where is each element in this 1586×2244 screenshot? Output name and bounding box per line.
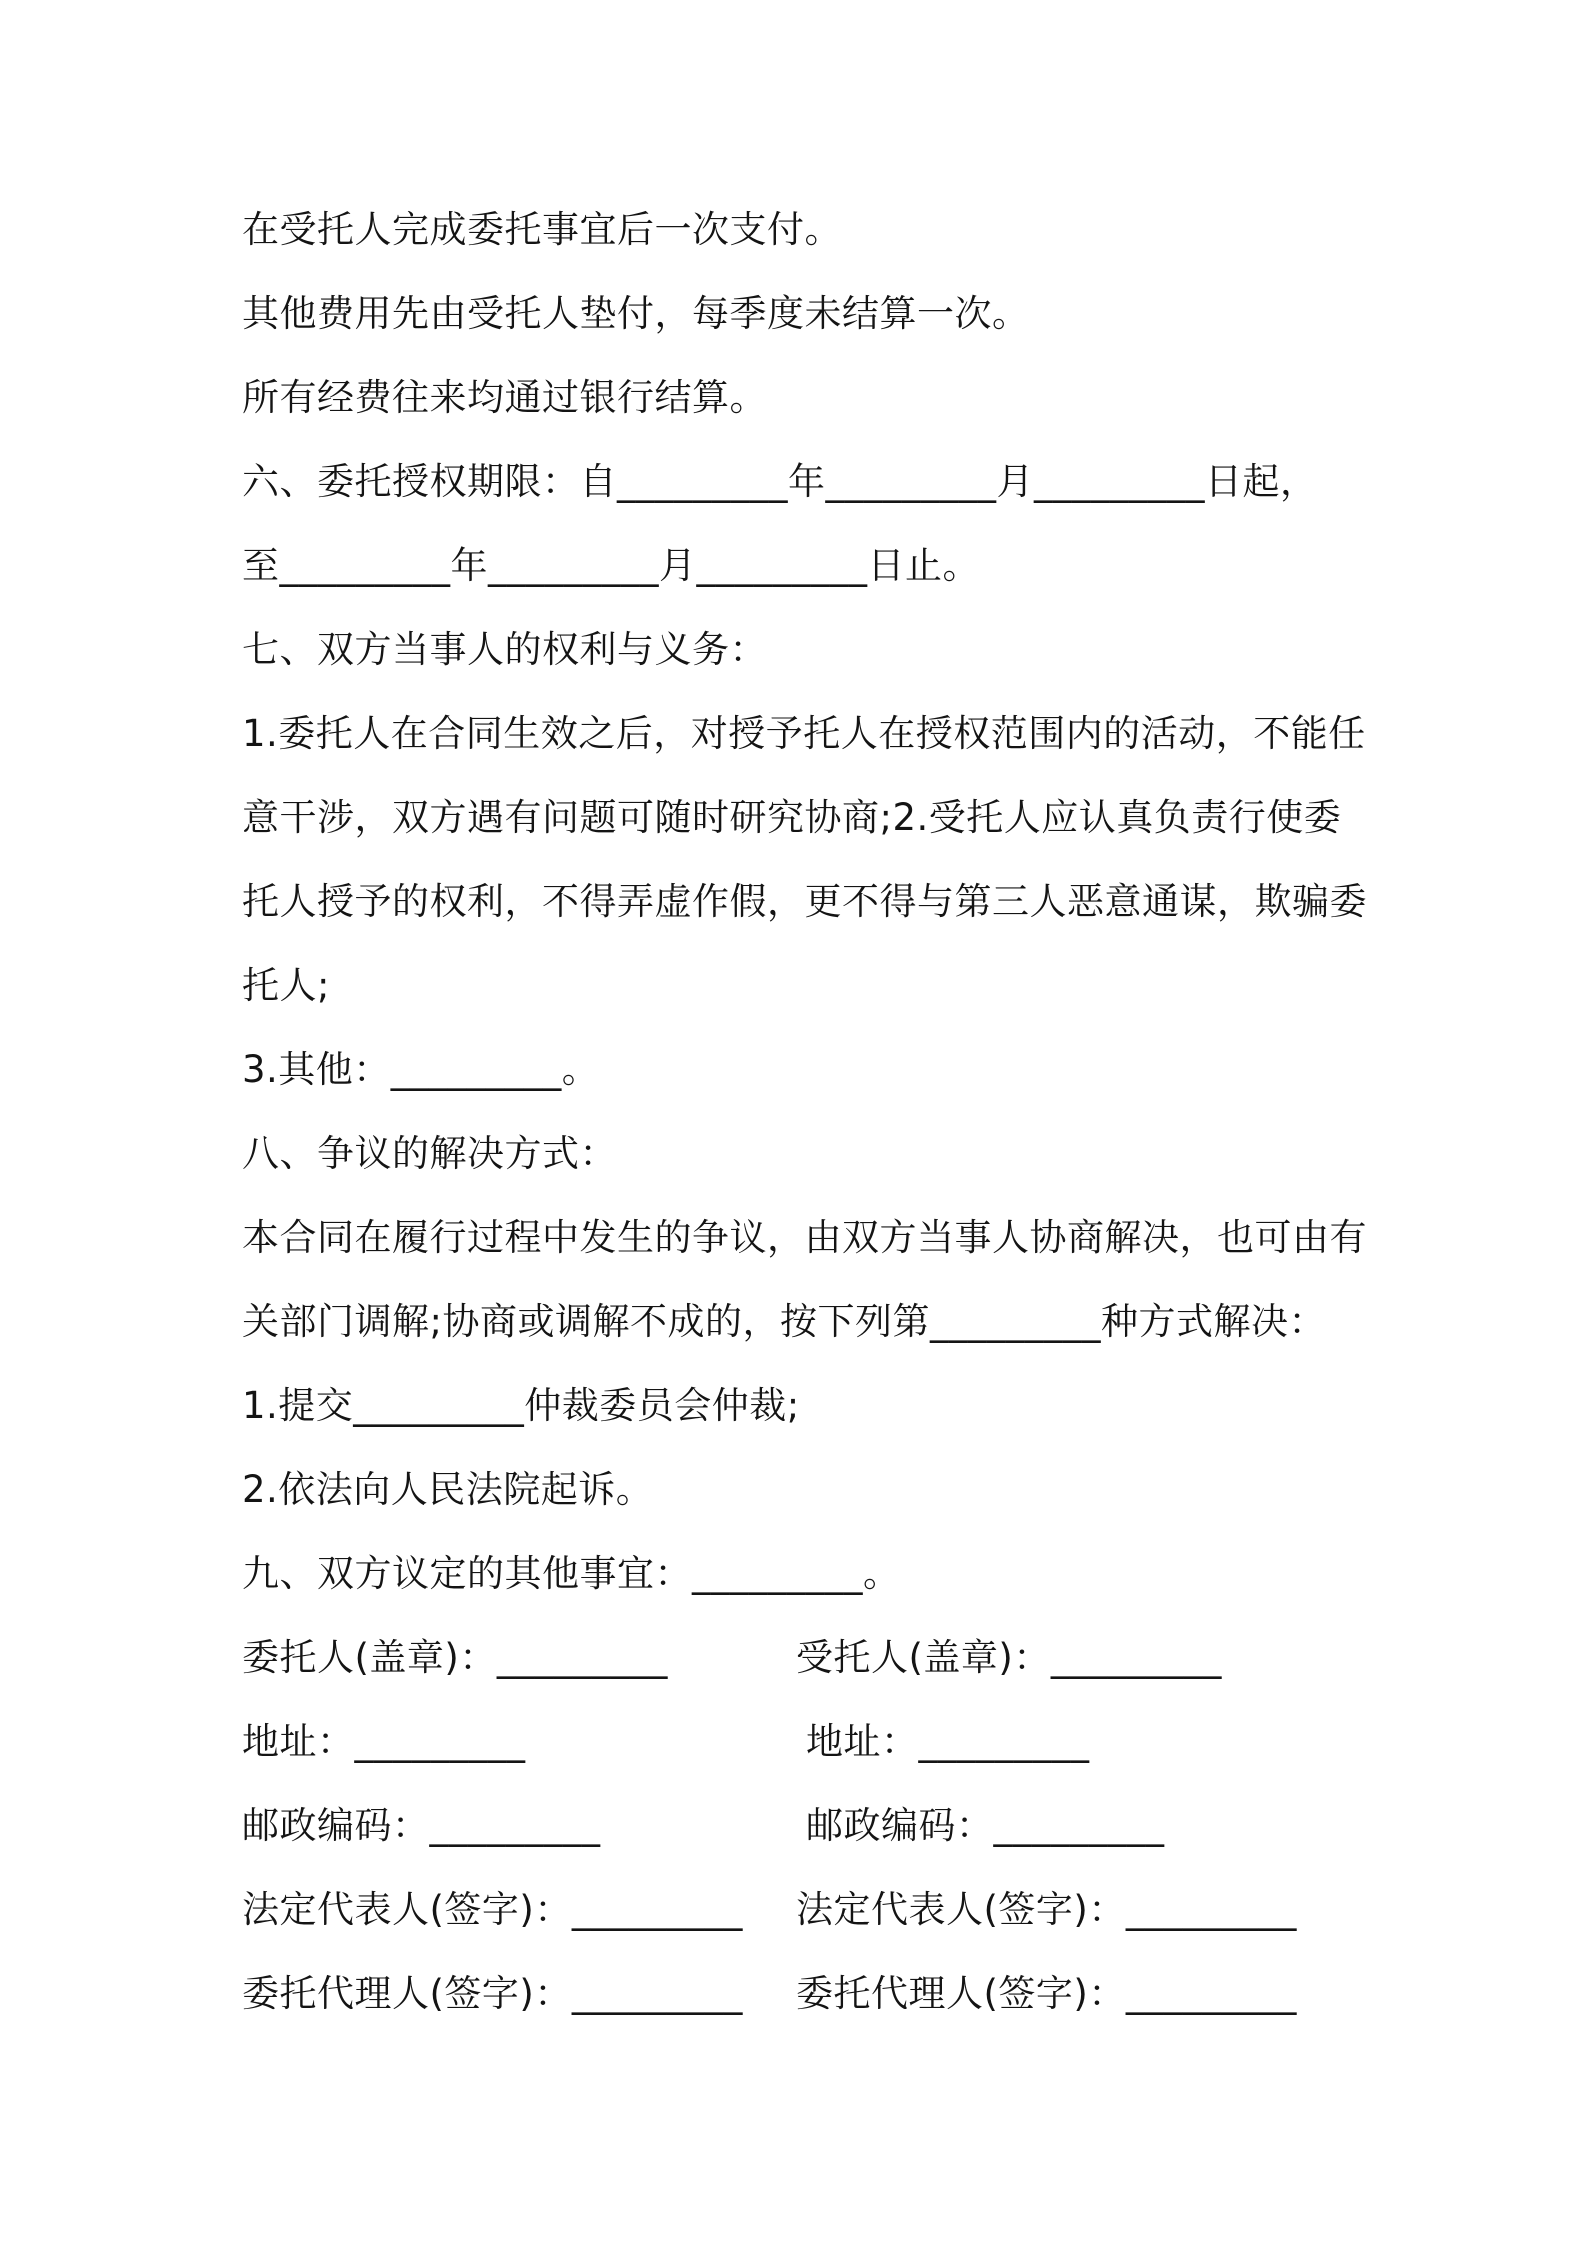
rights-line-1: 1.委托人在合同生效之后，对授予托人在授权范围内的活动，不能任 (242, 712, 1366, 755)
principal-address-field: 地址：_________ (242, 1720, 526, 1763)
agent-address-field: 地址：_________ (806, 1720, 1090, 1763)
dispute-option-2: 2.依法向人民法院起诉。 (242, 1468, 654, 1511)
section-seven-heading: 七、双方当事人的权利与义务： (242, 628, 767, 671)
agent-agent-field: 委托代理人(签字)：_________ (796, 1972, 1297, 2015)
paragraph-line-1: 在受托人完成委托事宜后一次支付。 (242, 208, 842, 251)
dispute-line-1: 本合同在履行过程中发生的争议，由双方当事人协商解决，也可由有 (242, 1216, 1367, 1259)
section-nine-heading: 九、双方议定的其他事宜：_________。 (242, 1552, 901, 1595)
paragraph-line-2: 其他费用先由受托人垫付，每季度未结算一次。 (242, 292, 1030, 335)
rights-line-3: 托人授予的权利，不得弄虚作假，更不得与第三人恶意通谋，欺骗委 (242, 880, 1367, 923)
principal-seal-field: 委托人(盖章)：_________ (242, 1636, 668, 1679)
dispute-option-1: 1.提交_________仲裁委员会仲裁; (242, 1384, 800, 1427)
section-eight-heading: 八、争议的解决方式： (242, 1132, 617, 1175)
rights-line-4: 托人; (242, 964, 330, 1007)
principal-agent-field: 委托代理人(签字)：_________ (242, 1972, 743, 2015)
agent-legal-rep-field: 法定代表人(签字)：_________ (796, 1888, 1297, 1931)
agent-postcode-field: 邮政编码：_________ (806, 1804, 1165, 1847)
principal-legal-rep-field: 法定代表人(签字)：_________ (242, 1888, 743, 1931)
rights-line-2: 意干涉，双方遇有问题可随时研究协商;2.受托人应认真负责行使委 (242, 796, 1342, 839)
dispute-line-2: 关部门调解;协商或调解不成的，按下列第_________种方式解决： (242, 1300, 1326, 1343)
section-six-continued: 至_________年_________月_________日止。 (242, 544, 980, 587)
principal-postcode-field: 邮政编码：_________ (242, 1804, 601, 1847)
section-six-heading: 六、委托授权期限：自_________年_________月_________日起， (242, 460, 1318, 503)
agent-seal-field: 受托人(盖章)：_________ (796, 1636, 1222, 1679)
rights-other: 3.其他：_________。 (242, 1048, 600, 1091)
paragraph-line-3: 所有经费往来均通过银行结算。 (242, 376, 767, 419)
